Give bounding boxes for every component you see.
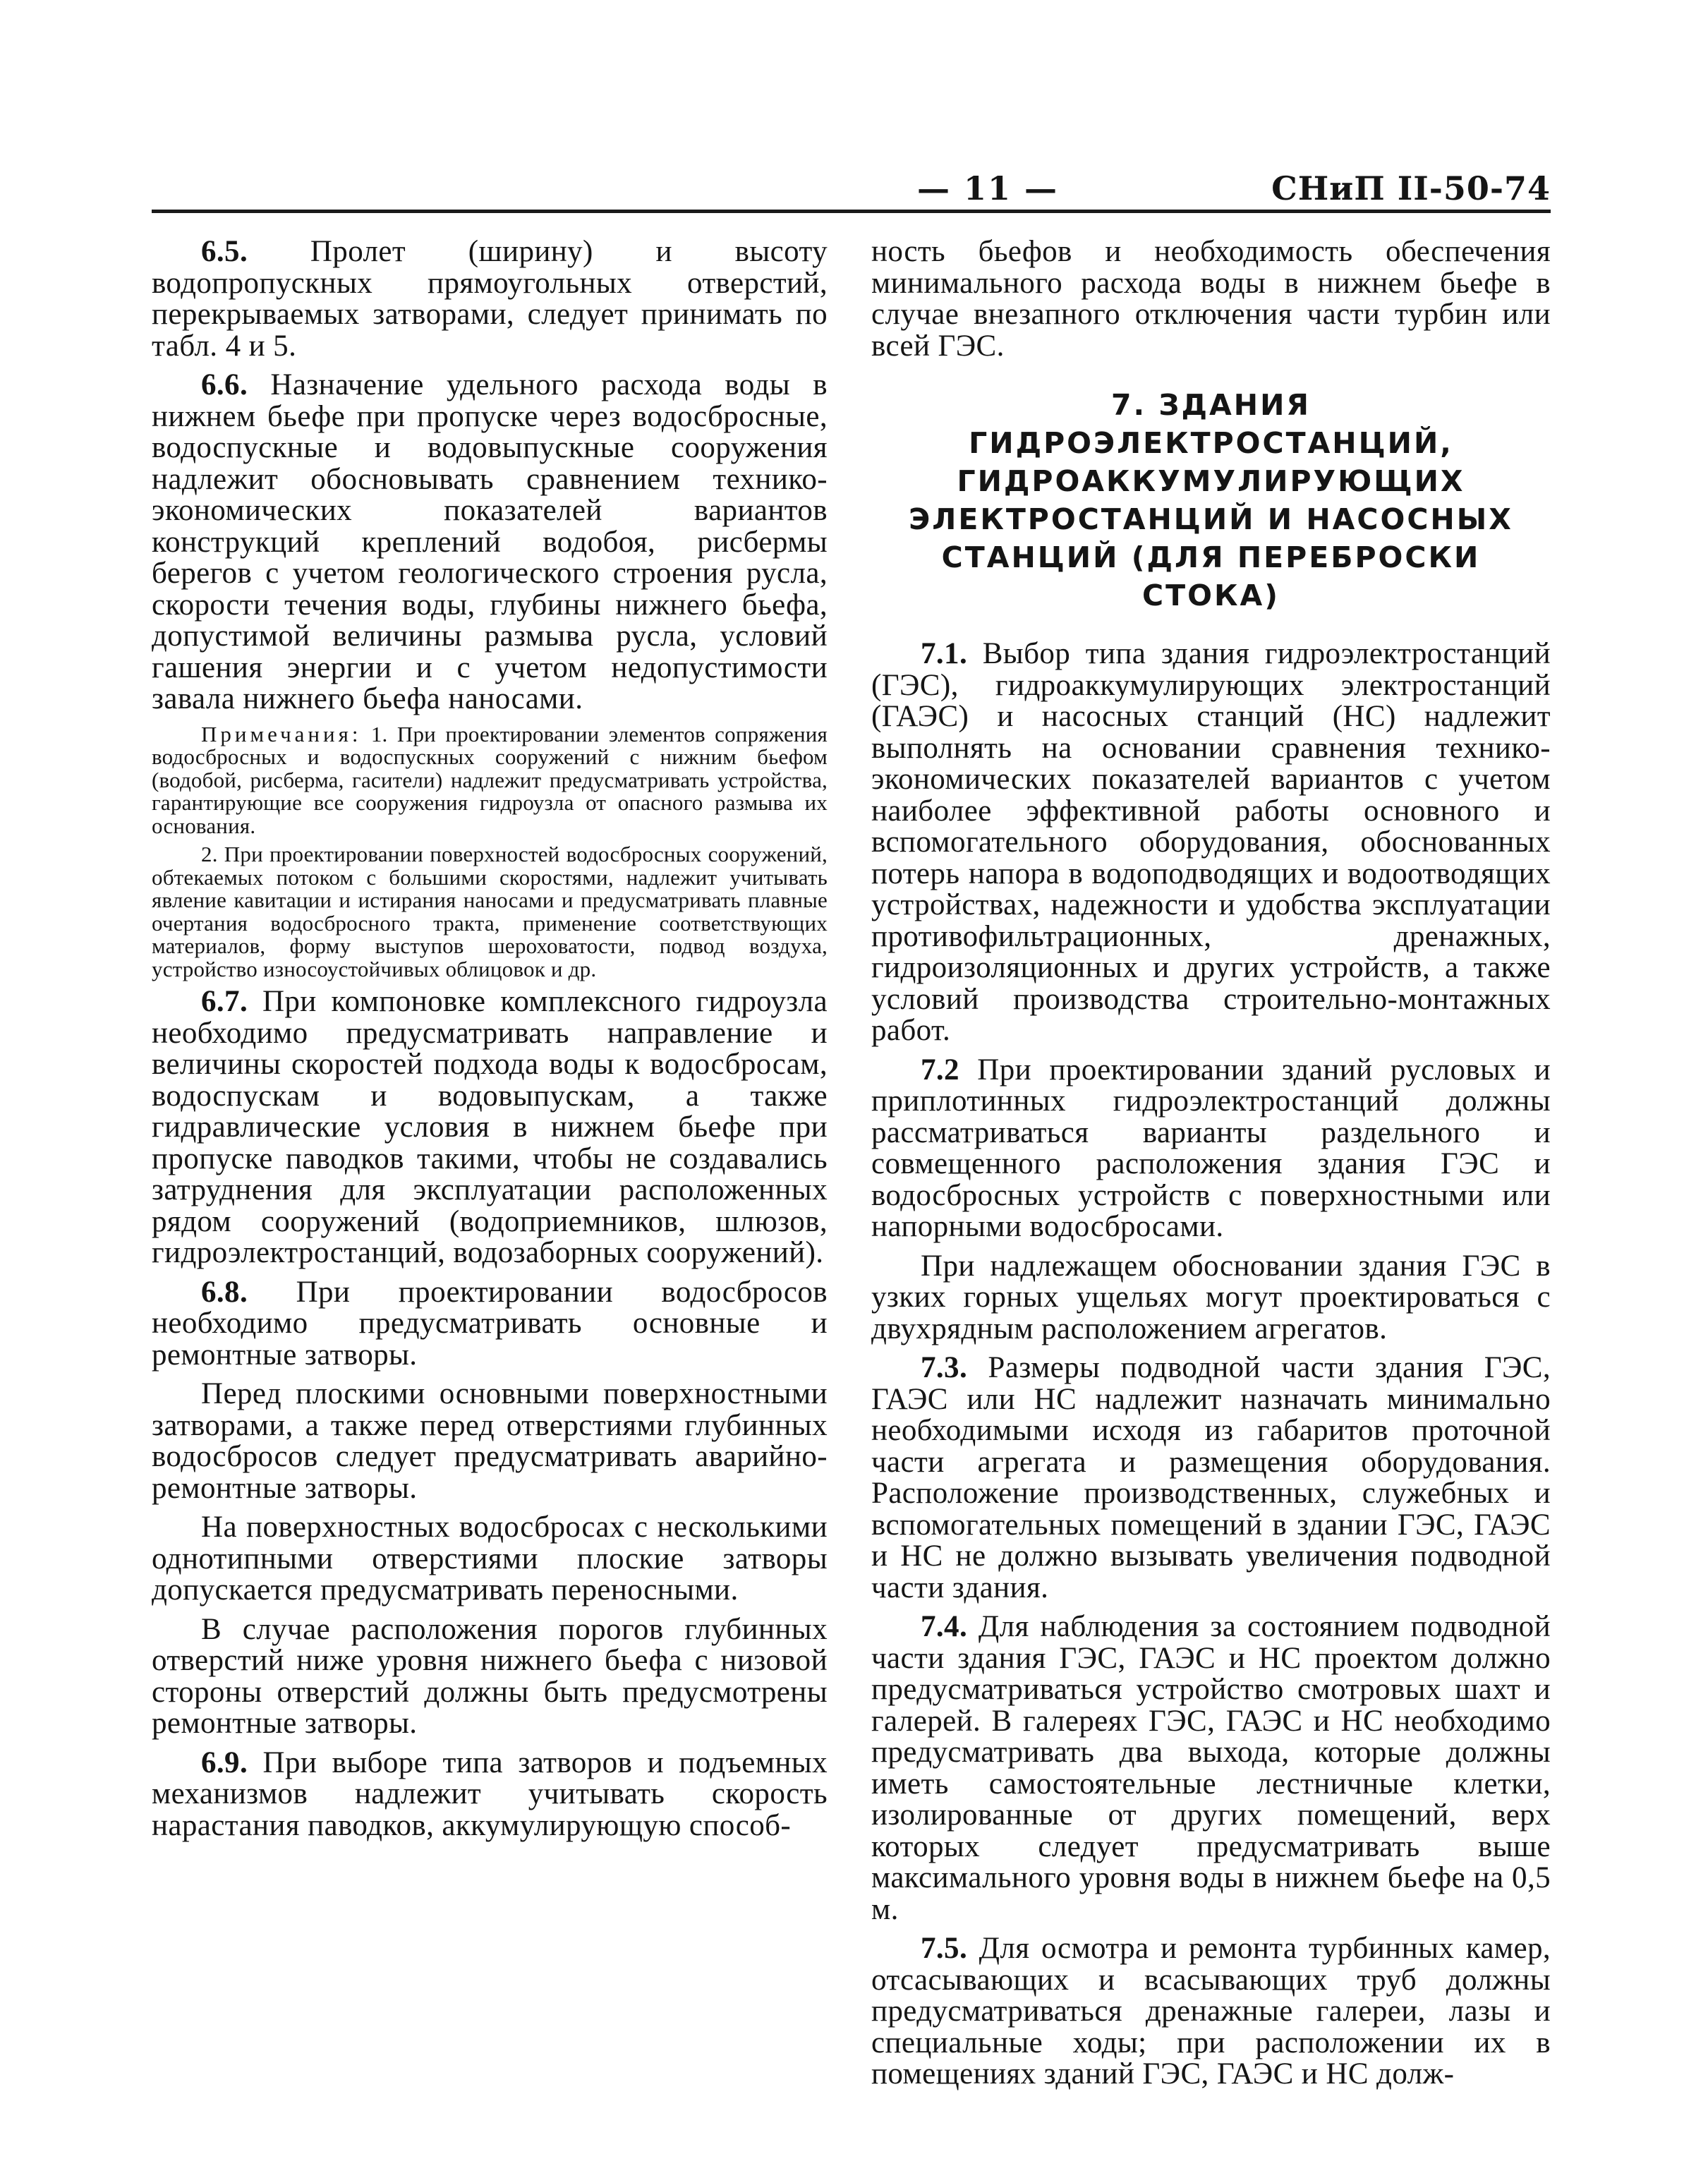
note-text: 1. При проектировании элементов сопряжения водосбросных и водоспускных сооружений с нижним бьефом (водобой, рисберма, гасители) надлежит предусматривать устройства, гарантирующие все сооружения гидроузла от опасного размыва их основания.	[152, 721, 828, 838]
clause-text: Для наблюдения за состоянием подводной части здания ГЭС, ГАЭС и НС проектом должно предусматриваться устройство смотровых шахт и галерей. В галереях ГЭС, ГАЭС и НС необходимо предусматривать два выхода, которые должны иметь самостоятельные лестничные клетки, изолированные от других помещений, верх которых следует предусматривать выше максимального уровня воды в нижнем бьефе на 0,5 м.	[871, 1610, 1551, 1926]
clause-number: 6.6.	[201, 368, 248, 401]
clause-number: 7.5.	[921, 1932, 968, 1965]
paragraph-7-5	[871, 1933, 1551, 2091]
clause-number: 7.3.	[921, 1351, 968, 1384]
clause-text: При выборе типа затворов и подъемных механизмов надлежит учитывать скорость нарастания паводков, аккумулирующую способ-	[152, 1745, 828, 1842]
section-7-heading	[871, 386, 1551, 615]
clause-number: 6.5.	[201, 235, 248, 268]
clause-number: 7.2	[921, 1053, 959, 1087]
paragraph-7-4	[871, 1611, 1551, 1925]
paragraph-6-8-c: На поверхностных водосбросах с несколькими однотипными отверстиями плоские затворы допускается предусматривать переносными.	[152, 1511, 828, 1607]
right-column	[871, 236, 1551, 2098]
clause-text: При компоновке комплексного гидроузла необходимо предусматривать направление и величины скоростей подхода воды к водосбросам, водоспускам и водовыпускам, а также гидравлические условия в нижнем бьефе при пропуске паводков такими, чтобы не создавались затруднения для эксплуатации расположенных рядом сооружений (водоприемников, шлюзов, гидроэлектростанций, водозаборных сооружений).	[152, 985, 828, 1269]
paragraph-7-3	[871, 1353, 1551, 1604]
clause-text: При проектировании водосбросов необходимо предусматривать основные и ремонтные затворы.	[152, 1275, 828, 1372]
paragraph-6-8	[152, 1277, 828, 1372]
section-heading-line: ГИДРОАККУМУЛИРУЮЩИХ	[957, 464, 1465, 498]
note-1	[152, 723, 828, 838]
left-column	[152, 236, 828, 1849]
paragraph-7-2-b: При надлежащем обосновании здания ГЭС в узких горных ущельях могут проектироваться с двухрядным расположением агрегатов.	[871, 1249, 1551, 1345]
note-text: 2. При проектировании поверхностей водосбросных сооружений, обтекаемых потоком с большими скоростями, надлежит учитывать явление кавитации и истирания наносами и предусматривать плавные очертания водосбросного тракта, применение соответствующих материалов, форму выступов шероховатости, подвод воздуха, устройство износоустойчивых облицовок и др.	[152, 842, 828, 981]
clause-number: 7.4.	[921, 1610, 968, 1643]
page-header	[152, 169, 1551, 212]
paragraph-6-6	[152, 370, 828, 715]
paragraph-6-7	[152, 986, 828, 1269]
paragraph-6-9	[152, 1745, 828, 1842]
paragraph-6-5	[152, 236, 828, 362]
paragraph-6-9-continued: ность бьефов и необходимость обеспечения минимального расхода воды в нижнем бьефе в случае внезапного отключения части турбин или всей ГЭС.	[871, 235, 1551, 363]
clause-number: 7.1.	[921, 637, 968, 670]
section-heading-line: СТАНЦИЙ (ДЛЯ ПЕРЕБРОСКИ СТОКА)	[941, 540, 1481, 612]
note-label: Примечания:	[201, 721, 362, 746]
page-number: — 11 —	[917, 169, 1059, 207]
clause-text: Выбор типа здания гидроэлектростанций (ГЭС), гидроаккумулирующих электростанций (ГАЭС) и насосных станций (НС) надлежит выполнять на основании сравнения технико-экономических показателей вариантов с учетом наиболее эффективной работы основного и вспомогательного оборудования, обоснованных потерь напора в водоподводящих и водоотводящих устройствах, надежности и удобства эксплуатации противофильтрационных, дренажных, гидроизоляционных и других устройств, а также условий производства строительно-монтажных работ.	[871, 637, 1551, 1047]
section-heading-line: ЭЛЕКТРОСТАНЦИЙ И НАСОСНЫХ	[909, 502, 1513, 536]
clause-text: Назначение удельного расхода воды в нижнем бьефе при пропуске через водосбросные, водоспускные и водовыпускные сооружения надлежит обосновывать сравнением технико-экономических показателей вариантов конструкций креплений водобоя, рисбермы берегов с учетом геологического строения русла, скорости течения воды, глубины нижнего бьефа, допустимой величины размыва русла, условий гашения энергии и с учетом недопустимости завала нижнего бьефа наносами.	[152, 368, 828, 715]
document-code: СНиП II-50-74	[1271, 169, 1551, 207]
paragraph-7-2	[871, 1055, 1551, 1243]
clause-text: Пролет (ширину) и высоту водопропускных прямоугольных отверстий, перекрываемых затворами, следует принимать по табл. 4 и 5.	[152, 235, 828, 363]
clause-number: 6.9.	[201, 1745, 248, 1779]
paragraph-6-8-d: В случае расположения порогов глубинных отверстий ниже уровня нижнего бьефа с низовой стороны отверстий должны быть предусмотрены ремонтные затворы.	[152, 1612, 828, 1740]
note-2	[152, 843, 828, 981]
paragraph-7-1	[871, 639, 1551, 1047]
clause-number: 6.8.	[201, 1275, 248, 1309]
clause-number: 6.7.	[201, 985, 248, 1018]
clause-text: При проектировании зданий русловых и приплотинных гидроэлектростанций должны рассматриваться варианты раздельного и совмещенного расположения здания ГЭС и водосбросных устройств с поверхностными или напорными водосбросами.	[871, 1053, 1551, 1243]
paragraph-6-8-b: Перед плоскими основными поверхностными затворами, а также перед отверстиями глубинных водосбросов следует предусматривать аварийно-ремонтные затворы.	[152, 1377, 828, 1505]
section-heading-line: 7. ЗДАНИЯ ГИДРОЭЛЕКТРОСТАНЦИЙ,	[969, 388, 1453, 460]
header-rule	[152, 210, 1551, 213]
clause-text: Размеры подводной части здания ГЭС, ГАЭС или НС надлежит назначать минимально необходимыми исходя из габаритов проточной части агрегата и размещения оборудования. Расположение производственных, служебных и вспомогательных помещений в здании ГЭС, ГАЭС и НС не должно вызывать увеличения подводной части здания.	[871, 1351, 1551, 1604]
clause-text: Для осмотра и ремонта турбинных камер, отсасывающих и всасывающих труб должны предусматриваться дренажные галереи, лазы и специальные ходы; при расположении их в помещениях зданий ГЭС, ГАЭС и НС долж-	[871, 1932, 1551, 2091]
